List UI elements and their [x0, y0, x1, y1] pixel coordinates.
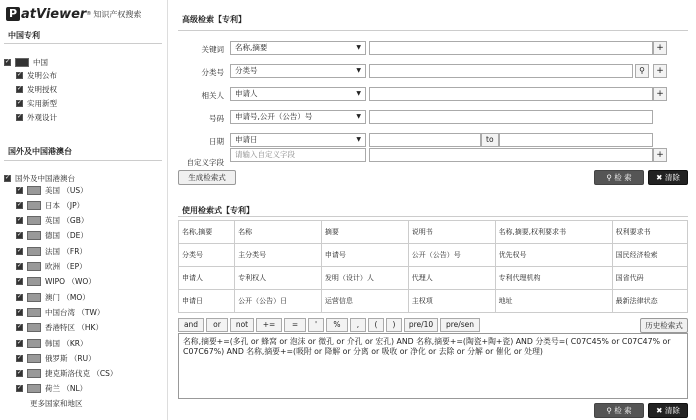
china-sub-label: 发明公布 [27, 70, 57, 80]
country-label: 英国 （GB） [45, 216, 89, 226]
checkbox[interactable] [16, 100, 23, 107]
country-label: 韩国 （KR） [45, 338, 88, 348]
field-cell[interactable]: 国省代码 [612, 267, 687, 290]
keyword-input[interactable] [369, 41, 653, 55]
field-cell[interactable]: 主权项 [408, 290, 495, 313]
operator-button[interactable]: ) [386, 318, 402, 332]
clear-button[interactable] [648, 170, 688, 185]
country-label: WIPO （WO） [45, 277, 96, 287]
bottom-search-label: 检 索 [614, 406, 632, 415]
class-label: 分类号 [201, 68, 224, 77]
checkbox[interactable] [16, 294, 23, 301]
country-label: 捷克斯洛伐克 （CS） [45, 369, 118, 379]
more-countries-link[interactable] [30, 397, 83, 409]
search-button-label: 检 索 [614, 173, 632, 182]
table-row [179, 290, 688, 313]
chevron-down-icon: ▼ [356, 136, 361, 143]
checkbox[interactable] [16, 340, 23, 347]
keyword-label: 关键词 [201, 45, 224, 54]
operator-button[interactable]: = [284, 318, 306, 332]
date-label: 日期 [209, 137, 224, 146]
custom-placeholder: 请输入自定义字段 [235, 150, 295, 159]
field-cell[interactable]: 名称 [235, 221, 322, 244]
expression-title: 使用检索式【专利】 [182, 206, 254, 215]
country-item[interactable] [16, 184, 88, 196]
operator-button[interactable]: % [326, 318, 348, 332]
country-item[interactable] [16, 337, 88, 349]
divider [178, 30, 688, 31]
checkbox[interactable] [16, 114, 23, 121]
country-label: 中国台湾 （TW） [45, 307, 105, 317]
divider [178, 216, 688, 217]
operator-button[interactable]: ' [308, 318, 324, 332]
date-to-label: to [481, 133, 499, 147]
field-cell[interactable]: 代理人 [408, 267, 495, 290]
checkbox[interactable] [16, 202, 23, 209]
field-cell[interactable]: 专利代理机构 [495, 267, 612, 290]
intl-root-item[interactable] [4, 172, 75, 184]
class-select-value: 分类号 [235, 66, 258, 75]
add-custom-button[interactable] [653, 148, 667, 162]
add-person-button[interactable] [653, 87, 667, 101]
country-item[interactable] [16, 245, 87, 257]
china-sub-label: 外观设计 [27, 112, 57, 122]
field-cell[interactable]: 公开（公告）日 [235, 290, 322, 313]
table-row [179, 244, 688, 267]
number-field-select[interactable] [230, 110, 366, 124]
more-countries-label: 更多国家和地区 [30, 398, 83, 408]
search-icon: ⚲ [639, 66, 645, 75]
person-label: 相关人 [201, 91, 224, 100]
flag-icon [27, 247, 41, 256]
field-cell[interactable]: 运营信息 [321, 290, 408, 313]
bottom-clear-label: 清除 [664, 406, 680, 415]
bottom-clear-button[interactable] [648, 403, 688, 418]
history-expression-button[interactable]: 历史检索式 [640, 318, 688, 333]
country-item[interactable] [16, 291, 90, 303]
chevron-down-icon: ▼ [356, 90, 361, 97]
keyword-field-select[interactable] [230, 41, 366, 55]
advanced-search-title: 高级检索【专利】 [182, 15, 246, 24]
country-item[interactable] [16, 383, 87, 395]
china-sub-item[interactable] [16, 83, 57, 95]
field-cell[interactable]: 优先权号 [495, 244, 612, 267]
country-item[interactable] [16, 276, 96, 288]
checkbox[interactable] [16, 217, 23, 224]
country-item[interactable] [16, 322, 103, 334]
intl-root-label: 国外及中国港澳台 [15, 173, 75, 183]
country-label: 法国 （FR） [45, 246, 87, 256]
country-item[interactable] [16, 368, 117, 380]
close-icon: ✖ [656, 406, 665, 415]
chevron-down-icon: ▼ [356, 67, 361, 74]
china-sub-label: 发明授权 [27, 84, 57, 94]
china-root-item[interactable] [4, 56, 48, 68]
person-input[interactable] [369, 87, 653, 101]
country-label: 荷兰 （NL） [45, 384, 88, 394]
field-cell[interactable]: 摘要 [321, 221, 408, 244]
country-item[interactable] [16, 261, 87, 273]
keyword-select-value: 名称,摘要 [235, 43, 268, 52]
country-label: 德国 （DE） [45, 231, 88, 241]
operator-button[interactable]: not [230, 318, 254, 332]
table-row [179, 221, 688, 244]
china-patent-title: 中国专利 [8, 31, 40, 40]
field-cell[interactable]: 名称,摘要,权利要求书 [495, 221, 612, 244]
search-icon: ⚲ [606, 406, 615, 415]
patviewer-logo [6, 6, 141, 22]
table-row [179, 267, 688, 290]
checkbox[interactable] [16, 278, 23, 285]
clear-button-label: 清除 [664, 173, 680, 182]
country-label: 美国 （US） [45, 185, 88, 195]
number-select-value: 申请号,公开（公告）号 [235, 112, 313, 121]
plus-icon: + [656, 43, 664, 53]
checkbox[interactable] [16, 187, 23, 194]
checkbox[interactable] [16, 309, 23, 316]
operator-button[interactable]: ( [368, 318, 384, 332]
checkbox[interactable] [16, 232, 23, 239]
add-keyword-button[interactable] [653, 41, 667, 55]
flag-icon [27, 216, 41, 225]
operator-button[interactable]: pre/10 [404, 318, 438, 332]
logo-name: atViewer [21, 6, 87, 22]
country-label: 俄罗斯 （RU） [45, 353, 96, 363]
person-select-value: 申请人 [235, 89, 258, 98]
country-label: 日本 （JP） [45, 200, 85, 210]
field-cell[interactable]: 权利要求书 [612, 221, 687, 244]
person-field-select[interactable] [230, 87, 366, 101]
date-field-select[interactable] [230, 133, 366, 147]
country-label: 澳门 （MO） [45, 292, 90, 302]
close-icon: ✖ [656, 173, 665, 182]
checkbox[interactable] [4, 59, 11, 66]
field-cell[interactable]: 国民经济检索 [612, 244, 687, 267]
field-table [178, 220, 688, 313]
checkbox[interactable] [16, 370, 23, 377]
flag-icon [27, 308, 41, 317]
date-from-input[interactable] [369, 133, 481, 147]
number-label: 号码 [209, 114, 224, 123]
divider [4, 160, 162, 161]
field-cell[interactable]: 申请人 [179, 267, 235, 290]
checkbox[interactable] [16, 263, 23, 270]
flag-icon [27, 384, 41, 393]
bottom-search-button[interactable] [594, 403, 644, 418]
field-cell[interactable]: 名称,摘要 [179, 221, 235, 244]
china-sub-item[interactable] [16, 69, 57, 81]
checkbox[interactable] [16, 355, 23, 362]
field-cell[interactable]: 发明（设计）人 [321, 267, 408, 290]
country-label: 欧洲 （EP） [45, 262, 87, 271]
country-item[interactable] [16, 306, 104, 318]
flag-icon [27, 323, 41, 332]
operator-button[interactable]: pre/sen [440, 318, 480, 332]
class-search-button[interactable] [635, 64, 649, 78]
flag-icon [27, 293, 41, 302]
checkbox[interactable] [16, 385, 23, 392]
divider [4, 43, 162, 44]
field-cell[interactable]: 申请日 [179, 290, 235, 313]
intl-title: 国外及中国港澳台 [8, 147, 72, 156]
logo-reg: ® [86, 11, 92, 17]
flag-icon [27, 277, 41, 286]
checkbox[interactable] [16, 86, 23, 93]
generate-expression-button[interactable]: 生成检索式 [178, 170, 236, 185]
class-input[interactable] [369, 64, 633, 78]
flag-icon [27, 262, 41, 271]
country-item[interactable] [16, 230, 88, 242]
number-input[interactable] [369, 110, 653, 124]
chevron-down-icon: ▼ [356, 44, 361, 51]
country-item[interactable] [16, 352, 96, 364]
country-label: 香港特区 （HK） [45, 323, 103, 333]
operator-button[interactable]: and [178, 318, 204, 332]
plus-icon: + [656, 66, 664, 76]
china-sub-item[interactable] [16, 111, 57, 123]
checkbox[interactable] [16, 72, 23, 79]
flag-icon [27, 201, 41, 210]
operator-button[interactable]: or [206, 318, 228, 332]
china-sub-label: 实用新型 [27, 98, 57, 108]
field-cell[interactable]: 公开（公告）号 [408, 244, 495, 267]
field-cell[interactable]: 专利权人 [235, 267, 322, 290]
country-item[interactable] [16, 199, 84, 211]
field-cell[interactable]: 地址 [495, 290, 612, 313]
operator-button[interactable]: , [350, 318, 366, 332]
date-select-value: 申请日 [235, 135, 258, 144]
field-cell[interactable]: 分类号 [179, 244, 235, 267]
checkbox[interactable] [16, 324, 23, 331]
search-button[interactable] [594, 170, 644, 185]
china-sub-item[interactable] [16, 97, 57, 109]
add-class-button[interactable] [653, 64, 667, 78]
class-field-select[interactable] [230, 64, 366, 78]
main-panel [170, 0, 696, 420]
flag-icon [27, 369, 41, 378]
chevron-down-icon: ▼ [356, 113, 361, 120]
flag-icon [27, 186, 41, 195]
expression-textarea[interactable]: 名称,摘要+=(多孔 or 蜂窝 or 泡沫 or 微孔 or 介孔 or 宏孔) AND 名称,摘要+=(陶瓷+陶+瓷) AND 分类号=( C07C45% or C07C47% or C07C67%) AND 名称,摘要+=(吸附 or 降解 or 分离 or 吸收 or 净化 or 去除 or 分解 or 催化 or 处理) [178, 333, 688, 399]
china-root-label: 中国 [33, 57, 48, 67]
checkbox[interactable] [16, 248, 23, 255]
search-icon: ⚲ [606, 173, 615, 182]
left-panel [0, 0, 168, 420]
checkbox[interactable] [4, 175, 11, 182]
field-cell[interactable]: 主分类号 [235, 244, 322, 267]
plus-icon: + [656, 150, 664, 160]
plus-icon: + [656, 89, 664, 99]
field-cell[interactable]: 申请号 [321, 244, 408, 267]
flag-icon [27, 231, 41, 240]
country-item[interactable] [16, 215, 88, 227]
field-cell[interactable]: 最新法律状态 [612, 290, 687, 313]
operator-button[interactable]: += [256, 318, 282, 332]
custom-label: 自定义字段 [186, 158, 224, 167]
custom-value-input[interactable] [369, 148, 653, 162]
logo-letter: P [6, 7, 20, 21]
china-flag-icon [15, 58, 29, 67]
logo-subtitle: 知识产权搜索 [93, 9, 142, 19]
date-to-input[interactable] [499, 133, 653, 147]
custom-field-input[interactable] [230, 148, 366, 162]
field-cell[interactable]: 说明书 [408, 221, 495, 244]
flag-icon [27, 339, 41, 348]
flag-icon [27, 354, 41, 363]
